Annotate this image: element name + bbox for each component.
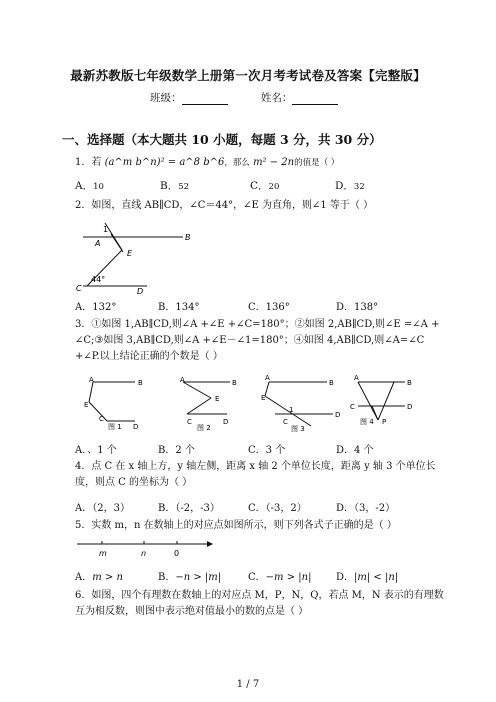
svg-text:B: B [232,379,237,387]
q5-number-line [75,537,215,559]
q1-tail: 的值是（ ） [294,158,340,168]
q3-line1: 3．①如图 1,AB∥CD,则∠A +∠E +∠C=180°；②如图 2,AB∥CD,则∠E =∠A + [75,319,440,330]
axis-label-0: 0 [174,549,180,558]
q1-option-b[interactable]: B．52 [160,180,190,192]
q4-line1: 4．点 C 在 x 轴上方，y 轴左侧，距离 x 轴 2 个单位长度，距离 y 轴 3 个单位长 [75,461,436,472]
label-d: D [137,287,144,296]
svg-text:B: B [329,379,334,387]
svg-text:C: C [99,415,104,423]
svg-text:C: C [283,418,288,426]
q3-figure-2 [175,374,245,430]
q1-num: 1．若 [75,157,102,168]
page-title: 最新苏教版七年级数学上册第一次月考考试卷及答案【完整版】 [70,68,426,83]
q2-option-a[interactable]: A．132° [75,302,117,313]
svg-text:D: D [335,411,341,419]
svg-text:1: 1 [289,406,294,414]
q4-option-a[interactable]: A．（2，3） [75,503,130,514]
name-blank [292,93,338,105]
svg-text:C: C [187,418,192,426]
label-1: 1 [103,225,109,234]
svg-text:C: C [350,403,355,411]
q1-option-a[interactable]: A．10 [75,180,104,192]
class-label: 班级： [150,92,182,104]
name-label: 姓名： [260,92,293,104]
section-heading: 一、选择题（本大题共 10 小题，每题 3 分，共 30 分） [62,132,382,147]
q1-then: ，那么 [224,158,250,168]
question-1 [75,155,431,171]
student-info-row [150,90,368,105]
q1-option-d[interactable]: D．32 [335,180,365,192]
class-blank [182,93,228,105]
svg-text:A: A [265,374,270,382]
label-b: B [185,233,191,242]
label-c: C [76,284,82,293]
q3-option-c[interactable]: C．3 个 [248,445,286,456]
label-a: A [95,239,101,248]
question-5: 5．实数 m，n 在数轴上的对应点如图所示，则下列各式子正确的是（ ） [75,520,397,531]
q3-figure-1 [85,374,155,430]
q3-line3: +∠P.以上结论正确的个数是（ ） [75,351,223,362]
caption-fig3: 图 3 [291,425,305,433]
q6-line2: 互为相反数，则图中表示绝对值最小的数的点是（ ） [75,606,309,617]
label-44: 44° [91,275,106,284]
q4-line2: 度，则点 C 的坐标为（ ） [75,477,193,488]
q1-option-c[interactable]: C．20 [250,180,280,192]
svg-text:D: D [133,423,139,431]
q4-option-d[interactable]: D．（3，-2） [336,503,396,514]
q3-line2: ∠C;③如图 3,AB∥CD,则∠A +∠E－∠1=180°；④如图 4,AB∥CD,则∠A=∠C [75,335,425,346]
q1-expression: (a^m b^n)² = a^8 b^6 [104,157,225,168]
q5-option-c[interactable]: C．−m > |n| [248,572,312,583]
q5-option-b[interactable]: B．−n > |m| [158,572,222,583]
q1-expression2: m² − 2n [253,157,295,168]
q2-option-c[interactable]: C．136° [248,302,290,313]
question-6 [75,588,455,620]
svg-text:D: D [407,403,413,411]
q3-option-d[interactable]: D．4 个 [336,445,374,456]
question-4 [75,459,455,491]
q2-option-d[interactable]: D．138° [336,302,379,313]
q6-line1: 6．如图，四个有理数在数轴上的对应点 M，P，N，Q，若点 M，N 表示的有理数 [75,590,444,601]
q5-option-a[interactable]: A．m > n [75,572,123,583]
q3-figure-4 [350,374,425,430]
caption-fig2: 图 2 [197,424,211,432]
caption-fig1: 图 1 [108,423,122,431]
svg-text:E: E [84,401,89,409]
svg-text:P: P [382,418,387,426]
q2-option-b[interactable]: B．134° [158,302,200,313]
svg-text:A: A [89,376,94,384]
svg-text:B: B [407,379,412,387]
svg-text:B: B [138,379,143,387]
q5-option-d[interactable]: D．|m| < |n| [336,572,399,583]
caption-fig4: 图 4 [360,418,374,426]
svg-text:A: A [180,376,185,384]
q3-figure-3 [263,374,343,434]
axis-label-m: m [99,549,107,558]
q4-option-b[interactable]: B．（-2，-3） [158,503,220,514]
label-e: E [127,249,133,258]
svg-text:A: A [354,374,359,382]
svg-text:E: E [261,394,266,402]
q3-option-b[interactable]: B．2 个 [158,445,195,456]
q3-option-a[interactable]: A．、1 个 [75,445,117,456]
question-2: 2．如图，直线 AB∥CD，∠C＝44°，∠E 为直角，则∠1 等于（ ） [75,200,374,211]
axis-label-n: n [141,549,147,558]
svg-text:E: E [215,395,220,403]
page-number: 1 / 7 [236,679,260,690]
q2-figure [75,218,195,296]
q4-option-c[interactable]: C．（-3，2） [248,503,307,514]
question-3 [75,317,455,365]
svg-text:D: D [223,418,229,426]
